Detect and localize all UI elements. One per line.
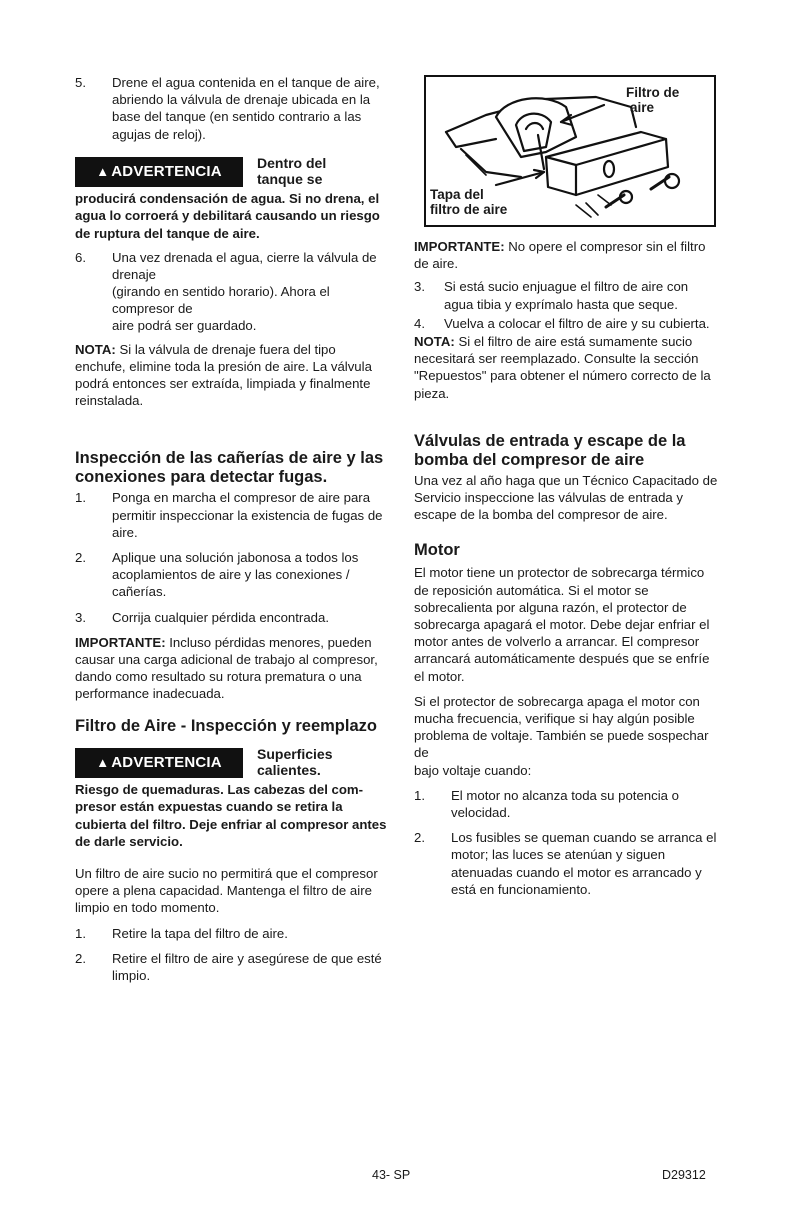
- paragraph-voltage: Si el protector de sobrecarga apaga el motor con mucha frecuencia, verifique si hay algún posible problema de voltaje. También se puede sospechar de bajo voltaje cuando:: [414, 693, 709, 778]
- paragraph-valves: Una vez al año haga que un Técnico Capacitado de Servicio inspeccione las válvulas de entrada y escape de la bomba del compresor de aire.: [414, 472, 718, 523]
- air-filter-figure: [424, 75, 716, 227]
- label-filter-cap: Tapa del filtro de aire: [430, 187, 508, 217]
- list-item: 2. Los fusibles se queman cuando se arranca el motor; las luces se atenúan y siguen atenuadas cuando el motor es arrancado y está en funcionamiento.: [414, 830, 717, 897]
- section-title-leak-inspection: Inspección de las cañerías de aire y las conexiones para detectar fugas.: [75, 449, 384, 487]
- step-5: [75, 74, 387, 143]
- warning-text: Riesgo de quemaduras. Las cabezas del com-presor están expuestas cuando se retira la cubierta del filtro. Deje enfriar al compresor antes de darle servicio.: [75, 781, 387, 850]
- warning-triangle-icon: ▲: [96, 755, 110, 771]
- warning-badge: ▲ ADVERTENCIA: [75, 748, 243, 778]
- warning-heading: Dentro del tanque se: [257, 154, 327, 187]
- warning-hot-surfaces: [75, 745, 387, 778]
- note-drain-valve: NOTA: Si la válvula de drenaje fuera del tipo enchufe, elimine toda la presión de aire. La válvula podrá entonces ser extraída, limpiada y finalmente reinstalada.: [75, 341, 372, 409]
- step-number: 6.: [75, 249, 86, 265]
- list-item: 2. Aplique una solución jabonosa a todos los acoplamientos de aire y las conexiones / cañerías.: [75, 550, 359, 600]
- section-title-valves: Válvulas de entrada y escape de la bomba del compresor de aire: [414, 431, 686, 469]
- important-note-filter: IMPORTANTE: No opere el compresor sin el filtro de aire.: [414, 239, 706, 272]
- note-replace-filter: NOTA: Si el filtro de aire está sumamente sucio necesitará ser reemplazado. Consulte la sección "Repuestos" para obtener el número correcto de la pieza.: [414, 334, 711, 401]
- section-title-motor: Motor: [414, 541, 460, 560]
- right-column: [414, 238, 719, 898]
- list-item: 4. Vuelva a colocar el filtro de aire y su cubierta.: [414, 315, 710, 331]
- list-item: 1. Retire la tapa del filtro de aire.: [75, 925, 288, 941]
- step-text: Drene el agua contenida en el tanque de aire, abriendo la válvula de drenaje ubicada en la base del tanque (en sentido contrario a las agujas de reloj).: [112, 75, 380, 142]
- paragraph-motor-protector: El motor tiene un protector de sobrecarga térmico de reposición automática. Si el motor se sobrecalienta por alguna razón, el protector de sobrecarga apagará el motor. Debe dejar enfriar el motor antes de volverlo a arrancar. El compresor arrancará automáticamente después que se enfríe el motor.: [414, 565, 710, 684]
- warning-triangle-icon: ▲: [96, 164, 110, 180]
- label-air-filter: Filtro de aire: [626, 85, 680, 115]
- warning-heading: Superficies calientes.: [257, 745, 333, 778]
- list-item: 2. Retire el filtro de aire y asegúrese de que esté limpio.: [75, 950, 382, 984]
- list-item: 3. Si está sucio enjuague el filtro de aire con agua tibia y exprímalo hasta que seque.: [414, 279, 689, 312]
- section-title-air-filter: Filtro de Aire - Inspección y reemplazo: [75, 716, 377, 735]
- list-item: 3. Corrija cualquier pérdida encontrada.: [75, 609, 329, 625]
- paragraph-dirty-filter: Un filtro de aire sucio no permitirá que el compresor opere a plena capacidad. Mantenga el filtro de aire limpio en todo momento.: [75, 866, 378, 916]
- warning-tank: [75, 154, 387, 187]
- page-number: 43- SP: [372, 1168, 411, 1182]
- step-number: 5.: [75, 75, 86, 90]
- list-item: 1. El motor no alcanza toda su potencia o velocidad.: [414, 787, 679, 821]
- important-note-leaks: IMPORTANTE: Incluso pérdidas menores, pueden causar una carga adicional de trabajo al compresor, dando como resultado su rotura prematura o una performance inadecuada.: [75, 634, 378, 702]
- step-6: [75, 249, 387, 335]
- list-item: 1. Ponga en marcha el compresor de aire para permitir inspeccionar la existencia de fugas de aire.: [75, 490, 383, 540]
- warning-text: producirá condensación de agua. Si no drena, el agua lo corroerá y debilitará causando un riesgo de ruptura del tanque de aire.: [75, 190, 380, 241]
- left-column: [75, 74, 387, 984]
- document-code: D29312: [662, 1168, 706, 1182]
- step-text: Una vez drenada el agua, cierre la válvula de drenaje (girando en sentido horario). Ahora el compresor de aire podrá ser guardado.: [112, 249, 377, 334]
- warning-badge: ▲ ADVERTENCIA: [75, 157, 243, 187]
